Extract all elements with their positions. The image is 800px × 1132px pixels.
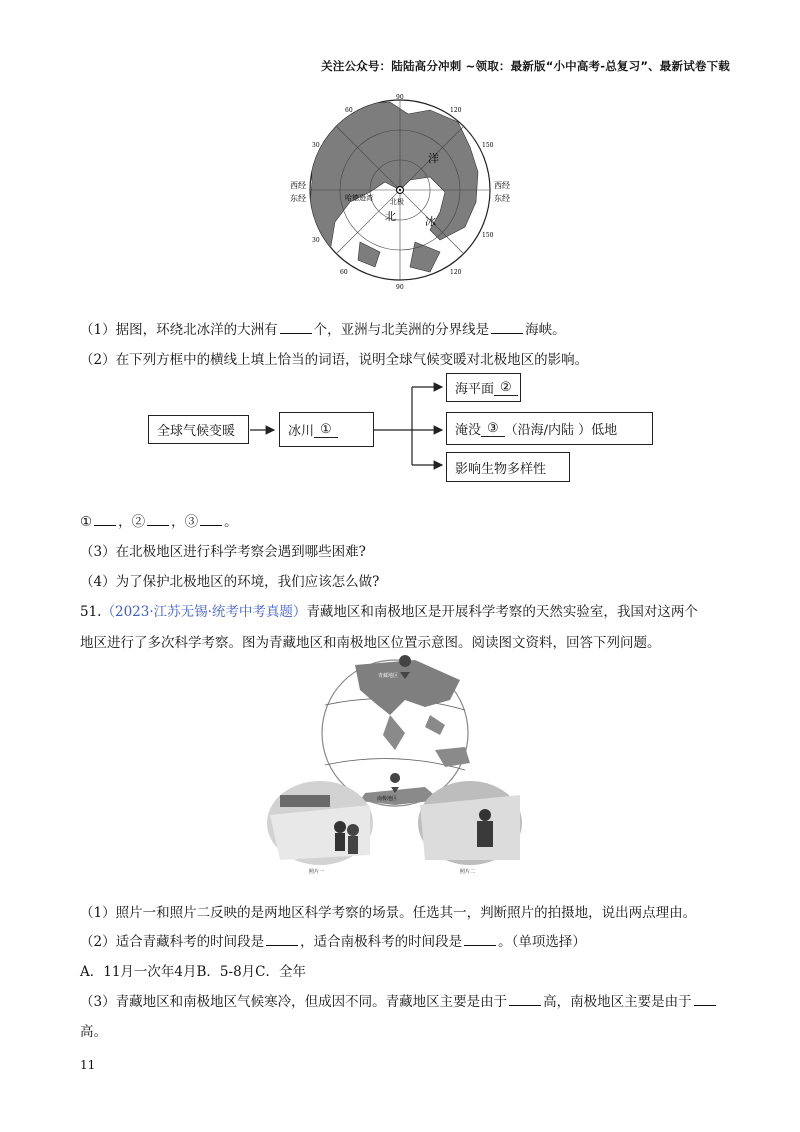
- answer-blank[interactable]: [464, 933, 496, 946]
- flow-box-sea-level: 海平面 ②: [446, 373, 521, 402]
- flow-box-warming: 全球气候变暖: [148, 415, 249, 444]
- sub-question-3: （3）青藏地区和南极地区气候寒冷，但成因不同。青藏地区主要是由于 高，南极地区主要是由于: [80, 990, 718, 1010]
- answer-blank[interactable]: [694, 993, 716, 1006]
- ocean-label-2: 北: [385, 210, 396, 223]
- sub-question-2: （2）适合青藏科考的时间段是 ，适合南极科考的时间段是 。（单项选择）: [80, 934, 586, 950]
- ocean-label-3: 冰: [425, 215, 436, 228]
- deg-se1: 120: [450, 269, 462, 276]
- answer-blank[interactable]: [280, 321, 312, 334]
- options-line: A．11月一次年4月B．5-8月C．全年: [80, 964, 307, 980]
- map-label-west-right: 西经: [494, 181, 510, 190]
- answer-blank[interactable]: [147, 513, 169, 526]
- page-number: 11: [80, 1058, 96, 1072]
- map-label-east-left: 东经: [290, 194, 306, 203]
- deg-se2: 150: [482, 232, 494, 239]
- question-3: （3）在北极地区进行科学考察会遇到哪些困难?: [80, 544, 366, 560]
- answer-blank[interactable]: [509, 993, 541, 1006]
- deg-ne1: 120: [450, 107, 462, 114]
- answer-blank[interactable]: [94, 513, 116, 526]
- photo-1-caption: 照片一: [309, 869, 325, 875]
- deg-bottom: 90: [396, 284, 404, 291]
- question-4: （4）为了保护北极地区的环境，我们应该怎么做?: [80, 574, 380, 590]
- globe-label-antarctic: 南极地区: [377, 796, 398, 802]
- pole-label: 北极: [390, 198, 404, 206]
- flow-box-glacier: 冰川 ①: [279, 412, 374, 447]
- globe-label-tibet: 青藏地区: [378, 673, 399, 679]
- map-label-east-right: 东经: [494, 194, 510, 203]
- deg-top: 90: [396, 94, 404, 101]
- flow-box-biodiversity: 影响生物多样性: [446, 452, 570, 482]
- deg-nw2: 30: [312, 142, 320, 149]
- arctic-map: [290, 92, 520, 292]
- page-header: 关注公众号：陆陆高分冲刺 ~领取：最新版“小中高考-总复习”、最新试卷下载: [321, 59, 730, 73]
- question-51-line2: 地区进行了多次科学考察。图为青藏地区和南极地区位置示意图。阅读图文资料，回答下列问题。: [80, 635, 661, 651]
- ocean-label-1: 洋: [428, 152, 439, 165]
- globe-figure: [265, 655, 525, 880]
- answer-blank[interactable]: [200, 513, 222, 526]
- sub-question-1: （1）照片一和照片二反映的是两地区科学考察的场景。任选其一，判断照片的拍摄地，说出两点理由。: [80, 905, 697, 921]
- sub-question-3-end: 高。: [80, 1024, 107, 1040]
- answer-blank[interactable]: [266, 933, 298, 946]
- map-label-west-left: 西经: [290, 181, 306, 190]
- answer-blank[interactable]: [491, 321, 523, 334]
- question-source: （2023·江苏无锡·统考中考真题）: [101, 604, 307, 620]
- deg-sw1: 60: [340, 269, 348, 276]
- bay-label: 哈德逊湾: [345, 194, 373, 202]
- question-51-line1: 51.（2023·江苏无锡·统考中考真题）青藏地区和南极地区是开展科学考察的天然实验室，我国对这两个: [80, 604, 698, 620]
- deg-ne2: 150: [482, 142, 494, 149]
- photo-2-caption: 照片二: [460, 869, 476, 875]
- question-2: （2）在下列方框中的横线上填上恰当的词语，说明全球气候变暖对北极地区的影响。: [80, 352, 589, 368]
- answer-line: ① ，② ，③ 。: [80, 514, 238, 530]
- deg-sw2: 30: [312, 237, 320, 244]
- deg-nw1: 60: [345, 107, 353, 114]
- flow-box-flood: 淹没 ③ （沿海/内陆 ）低地: [446, 412, 653, 445]
- question-1: （1）据图，环绕北冰洋的大洲有 个，亚洲与北美洲的分界线是 海峡。: [80, 322, 566, 338]
